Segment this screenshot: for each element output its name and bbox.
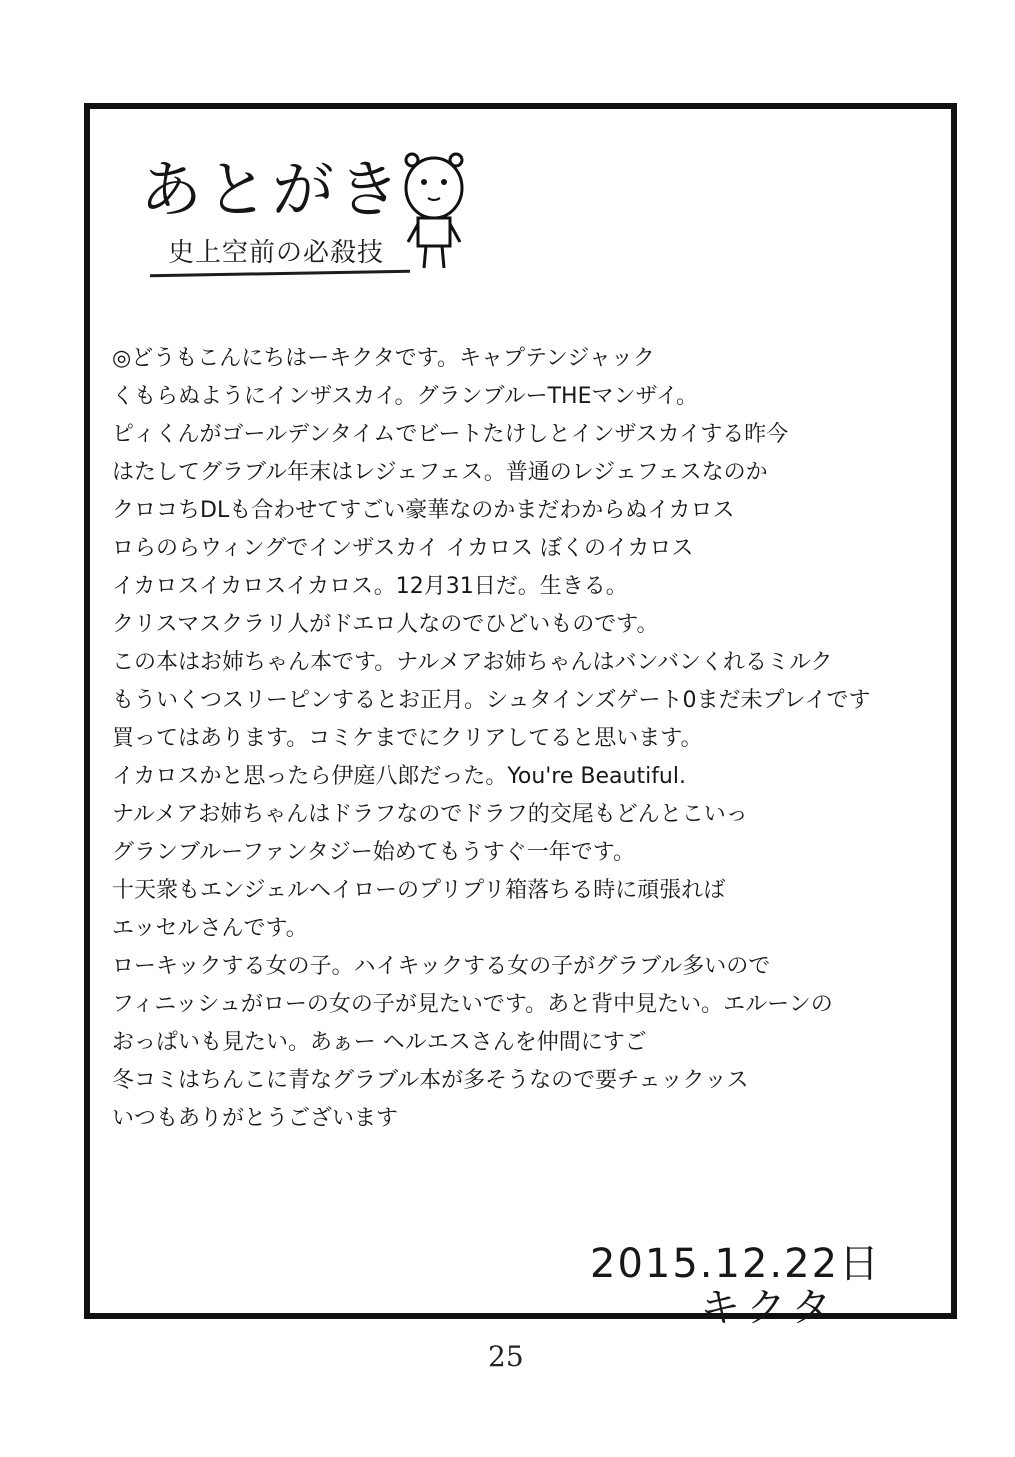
body-line: 十天衆もエンジェルヘイローのプリプリ箱落ちる時に頑張れば <box>112 878 726 903</box>
body-line: イカロスかと思ったら伊庭八郎だった。You're Beautiful. <box>112 764 686 789</box>
body-line: 冬コミはちんこに青なグラブル本が多そうなので要チェックッス <box>112 1068 749 1093</box>
page-number: 25 <box>488 1340 524 1373</box>
body-line: エッセルさんです。 <box>112 916 308 941</box>
body-line: おっぱいも見たい。あぁー ヘルエスさんを仲間にすご <box>112 1030 647 1055</box>
body-line: ナルメアお姉ちゃんはドラフなのでドラフ的交尾もどんとこいっ <box>112 802 748 827</box>
body-line: ◎どうもこんにちはーキクタです。キャプテンジャック <box>112 346 655 371</box>
date-stamp: 2015.12.22日 <box>590 1241 882 1287</box>
author-signature: キクタ <box>700 1285 838 1331</box>
mascot-doodle-icon <box>400 150 470 270</box>
page-subtitle: 史上空前の必殺技 <box>168 238 385 268</box>
body-line: クロコちDLも合わせてすごい豪華なのかまだわからぬイカロス <box>112 498 735 523</box>
page-title: あとがき <box>140 153 405 226</box>
body-line: ロらのらウィングでインザスカイ イカロス ぼくのイカロス <box>112 536 694 561</box>
body-line: フィニッシュがローの女の子が見たいです。あと背中見たい。エルーンの <box>112 992 833 1017</box>
body-line: いつもありがとうございます <box>112 1106 399 1131</box>
body-line: ローキックする女の子。ハイキックする女の子がグラブル多いので <box>112 954 771 979</box>
afterword-body <box>112 340 942 1138</box>
body-line: クリスマスクラリ人がドエロ人なのでひどいものです。 <box>112 612 659 637</box>
body-line: この本はお姉ちゃん本です。ナルメアお姉ちゃんはバンバンくれるミルク <box>112 650 833 675</box>
body-line: ピィくんがゴールデンタイムでビートたけしとインザスカイする昨今 <box>112 422 789 447</box>
body-line: くもらぬようにインザスカイ。グランブルーTHEマンザイ。 <box>112 384 698 409</box>
body-line: グランブルーファンタジー始めてもうすぐ一年です。 <box>112 840 635 865</box>
body-line: 買ってはあります。コミケまでにクリアしてると思います。 <box>112 726 703 751</box>
body-line: はたしてグラブル年末はレジェフェス。普通のレジェフェスなのか <box>112 460 768 485</box>
body-line: イカロスイカロスイカロス。12月31日だ。生きる。 <box>112 574 628 599</box>
body-line: もういくつスリーピンするとお正月。シュタインズゲート0まだ未プレイです <box>112 688 871 713</box>
